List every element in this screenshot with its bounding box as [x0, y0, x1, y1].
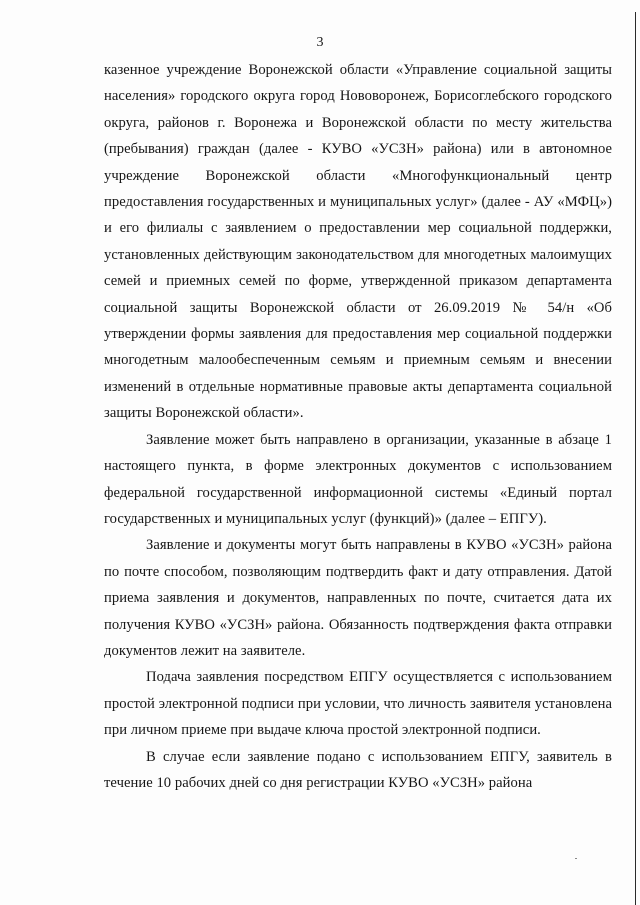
page-number: 3: [316, 35, 324, 50]
scan-edge-line: [635, 12, 636, 905]
paragraph-5: В случае если заявление подано с использованием ЕПГУ, заявитель в течение 10 рабочих дней со дня регистрации КУВО «УСЗН» района: [104, 748, 612, 791]
paragraph-3: Заявление и документы могут быть направлены в КУВО «УСЗН» района по почте способом, позволяющим подтвердить факт и дату отправления. Датой приема заявления и документов, направленных по почте, считается дата их получения КУВО «УСЗН» района. Обязанность подтверждения факта отправки документов лежит на заявителе.: [104, 537, 612, 659]
paragraph-2: Заявление может быть направлено в организации, указанные в абзаце 1 настоящего пункта, в форме электронных документов с использованием федеральной государственной информационной системы «Единый портал государственных и муниципальных услуг (функций)» (далее – ЕПГУ).: [104, 431, 612, 527]
document-body: [104, 57, 612, 796]
paragraph-1: казенное учреждение Воронежской области «Управление социальной защиты населения» городского округа город Нововоронеж, Борисоглебского городского округа, районов г. Воронежа и Воронежской области по месту жительства (пребывания) граждан (далее - КУВО «УСЗН» района) или в автономное учреждение Воронежской области «Многофункциональный центр предоставления государственных и муниципальных услуг» (далее - АУ «МФЦ») и его филиалы с заявлением о предоставлении мер социальной поддержки, установленных действующим законодательством для многодетных малоимущих семей и приемных семей по форме, утвержденной приказом департамента социальной защиты Воронежской области от 26.09.2019 № 54/н «Об утверждении формы заявления для предоставления мер социальной поддержки многодетным малообеспеченным семьям и приемным семьям и внесении изменений в отдельные нормативные правовые акты департамента социальной защиты Воронежской области».: [104, 62, 612, 422]
scan-speck: [575, 858, 577, 859]
paragraph-4: Подача заявления посредством ЕПГУ осуществляется с использованием простой электронной подписи при условии, что личность заявителя установлена при личном приеме при выдаче ключа простой электронной подписи.: [104, 669, 612, 739]
